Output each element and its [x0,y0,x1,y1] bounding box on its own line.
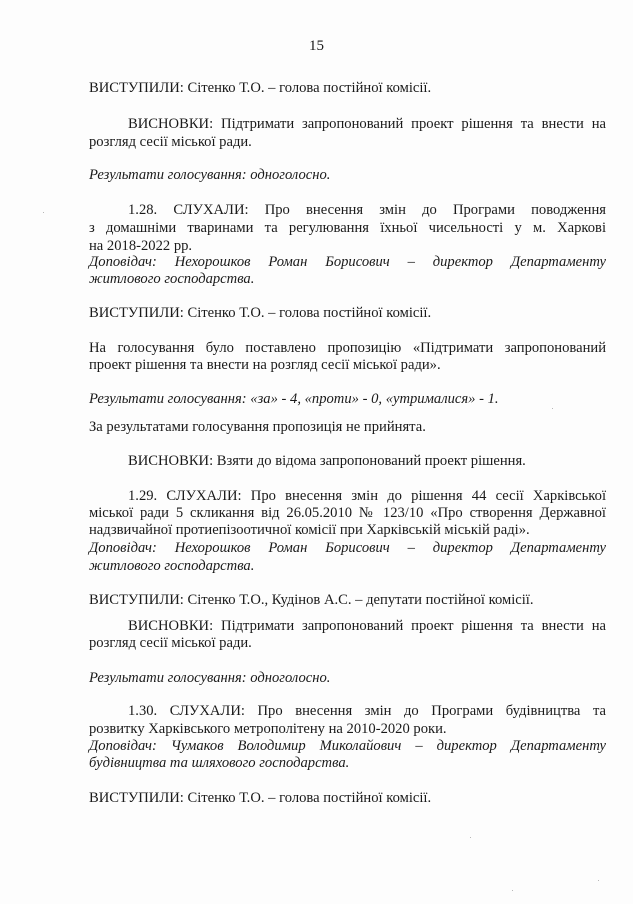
speakers-line: ВИСТУПИЛИ: Сітенко Т.О., Кудінов А.С. – депутати постійної комісії. [89,592,534,608]
voting-results-line: Результати голосування: одноголосно. [89,167,331,183]
speaker-line: будівництва та шляхового господарства. [89,755,350,771]
speaker-line: житлового господарства. [89,271,255,287]
conclusions-line: розгляд сесії міської ради. [89,635,252,651]
scan-speck [552,408,553,409]
proposal-line: На голосування було поставлено пропозицію «Підтримати запропонований [89,340,606,356]
agenda-item-line: на 2018-2022 рр. [89,238,193,254]
conclusions-line: розгляд сесії міської ради. [89,134,252,150]
scan-speck [598,880,599,881]
speaker-line: Доповідач: Чумаков Володимир Миколайович – директор Департаменту [89,738,606,754]
speaker-line: Доповідач: Нехорошков Роман Борисович – директор Департаменту [89,540,606,556]
page-number: 15 [309,38,324,54]
agenda-item-line: 1.28. СЛУХАЛИ: Про внесення змін до Програми поводження [128,202,606,218]
agenda-item-line: міської ради 5 скликання від 26.05.2010 № 123/10 «Про створення Державної [89,505,606,521]
scan-speck [43,212,44,213]
agenda-item-line: розвитку Харківського метрополітену на 2010-2020 роки. [89,721,447,737]
agenda-item-line: з домашніми тваринами та регулювання їхньої чисельності у м. Харкові [89,220,606,236]
speaker-line: житлового господарства. [89,558,255,574]
speakers-line: ВИСТУПИЛИ: Сітенко Т.О. – голова постійної комісії. [89,80,432,96]
agenda-item-line: 1.29. СЛУХАЛИ: Про внесення змін до рішення 44 сесії Харківської [128,488,606,504]
conclusions-line: ВИСНОВКИ: Взяти до відома запропонований проект рішення. [128,453,526,469]
voting-results-line: Результати голосування: одноголосно. [89,670,331,686]
agenda-item-line: 1.30. СЛУХАЛИ: Про внесення змін до Програми будівництва та [128,703,606,719]
proposal-line: проект рішення та внести на розгляд сесії міської ради». [89,357,441,373]
scan-speck [470,837,471,838]
conclusions-line: ВИСНОВКИ: Підтримати запропонований проект рішення та внести на [128,618,606,634]
agenda-item-line: надзвичайної протиепізоотичної комісії при Харківській міській раді». [89,522,530,538]
speaker-line: Доповідач: Нехорошков Роман Борисович – директор Департаменту [89,254,606,270]
voting-results-line: Результати голосування: «за» - 4, «проти» - 0, «утрималися» - 1. [89,391,499,407]
speakers-line: ВИСТУПИЛИ: Сітенко Т.О. – голова постійної комісії. [89,305,432,321]
result-line: За результатами голосування пропозиція не прийнята. [89,419,426,435]
scan-speck [512,890,513,891]
speakers-line: ВИСТУПИЛИ: Сітенко Т.О. – голова постійної комісії. [89,790,432,806]
conclusions-line: ВИСНОВКИ: Підтримати запропонований проект рішення та внести на [128,116,606,132]
